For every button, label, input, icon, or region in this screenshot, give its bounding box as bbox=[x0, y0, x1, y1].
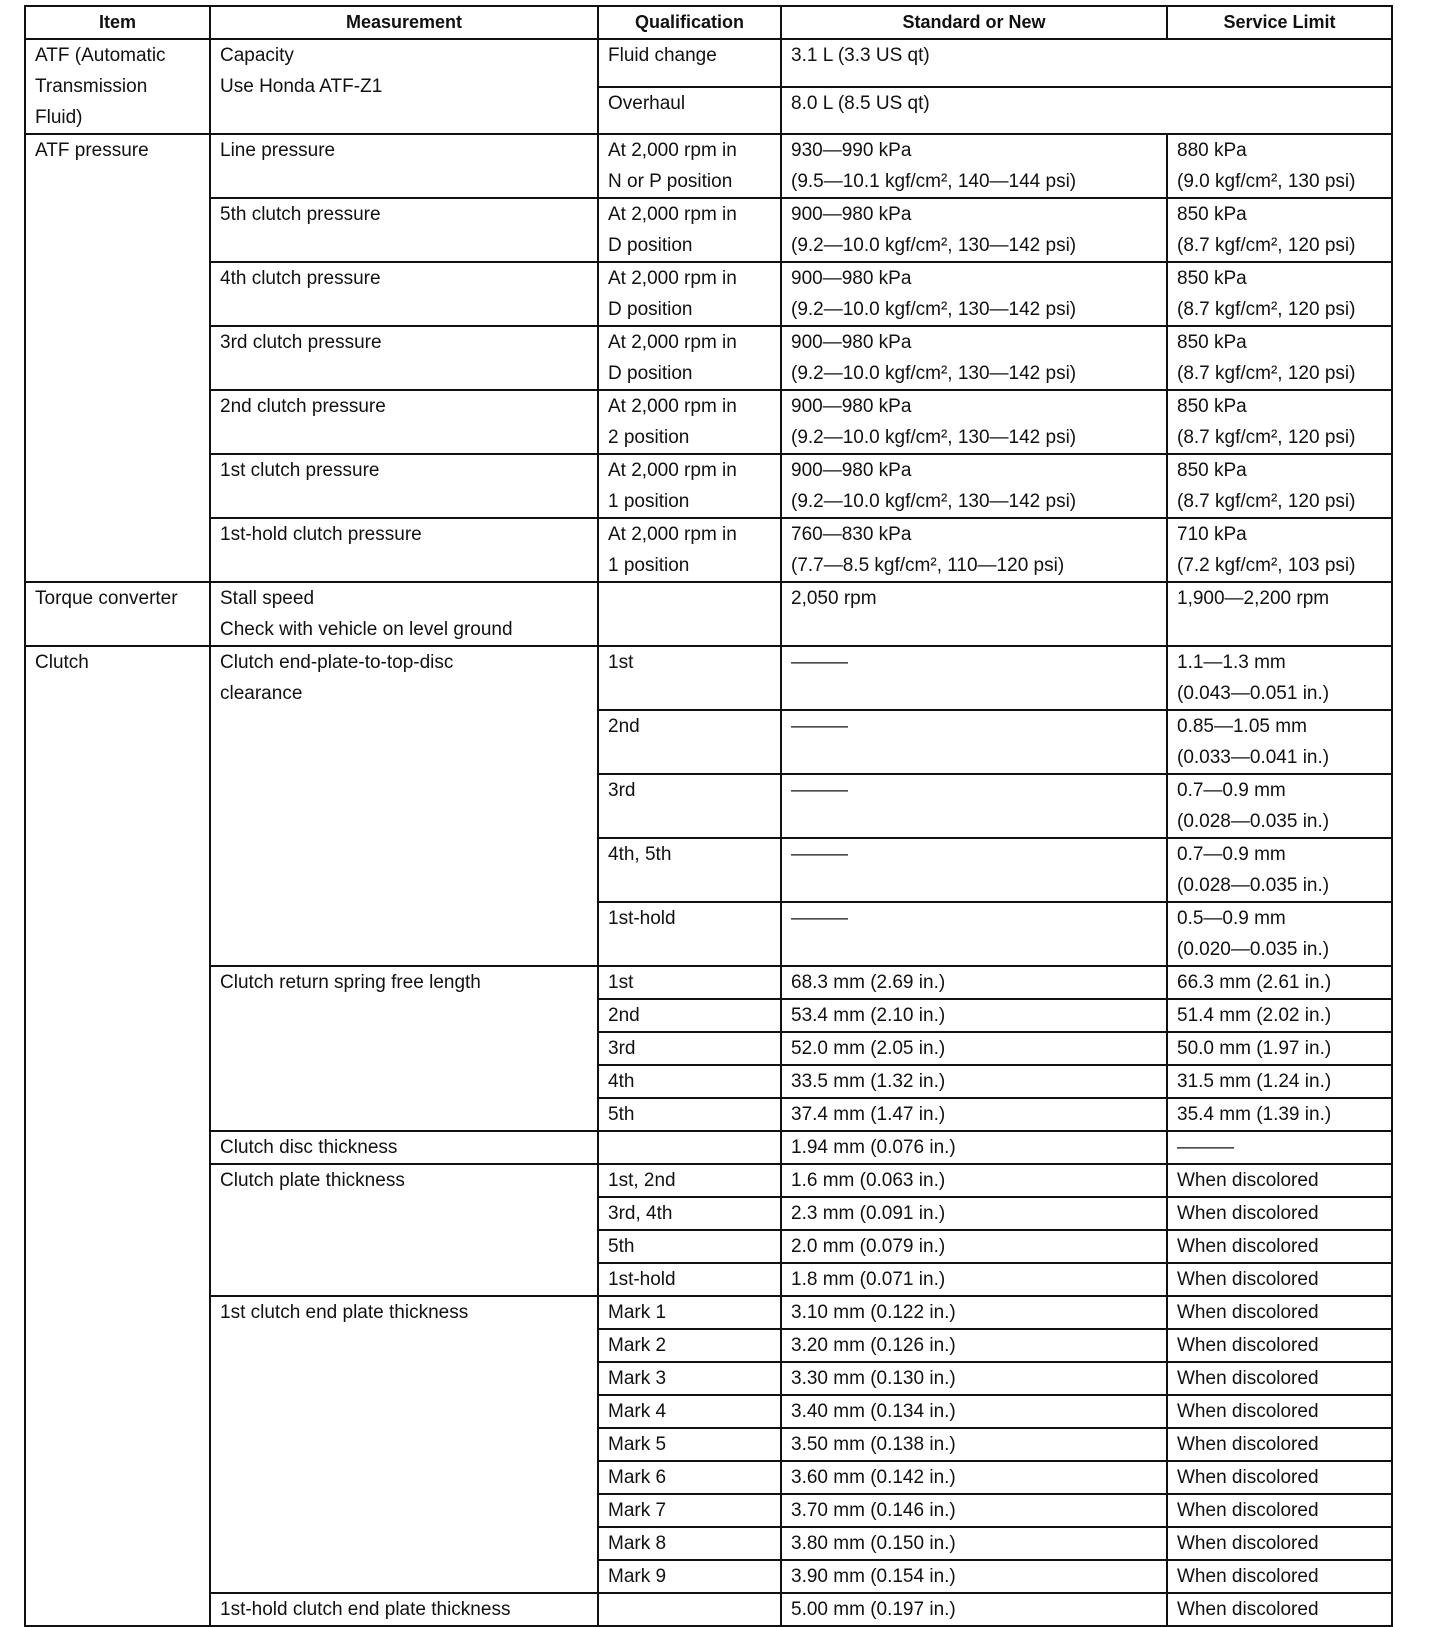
table-cell: Mark 6 bbox=[598, 1461, 781, 1494]
table-row bbox=[25, 326, 1392, 390]
table-cell: 2,050 rpm bbox=[781, 582, 1167, 646]
table-cell: 1st-hold clutch pressure bbox=[210, 518, 598, 582]
table-cell: When discolored bbox=[1167, 1593, 1392, 1626]
table-cell: Mark 7 bbox=[598, 1494, 781, 1527]
table-cell: Mark 4 bbox=[598, 1395, 781, 1428]
table-cell: 33.5 mm (1.32 in.) bbox=[781, 1065, 1167, 1098]
table-cell: 52.0 mm (2.05 in.) bbox=[781, 1032, 1167, 1065]
table-cell: At 2,000 rpm in D position bbox=[598, 262, 781, 326]
table-cell bbox=[598, 1131, 781, 1164]
table-row bbox=[25, 454, 1392, 518]
table-row bbox=[25, 1593, 1392, 1626]
table-cell: Clutch bbox=[25, 646, 210, 1626]
table-cell: ——— bbox=[781, 710, 1167, 774]
table-cell: Stall speed Check with vehicle on level ground bbox=[210, 582, 598, 646]
table-row bbox=[25, 198, 1392, 262]
table-cell: 3rd clutch pressure bbox=[210, 326, 598, 390]
table-cell: When discolored bbox=[1167, 1197, 1392, 1230]
table-cell: 4th bbox=[598, 1065, 781, 1098]
table-cell: 850 kPa (8.7 kgf/cm², 120 psi) bbox=[1167, 198, 1392, 262]
table-cell: 850 kPa (8.7 kgf/cm², 120 psi) bbox=[1167, 390, 1392, 454]
table-cell: 1.8 mm (0.071 in.) bbox=[781, 1263, 1167, 1296]
table-cell: 1st clutch pressure bbox=[210, 454, 598, 518]
table-cell: 3.80 mm (0.150 in.) bbox=[781, 1527, 1167, 1560]
table-cell: 68.3 mm (2.69 in.) bbox=[781, 966, 1167, 999]
table-cell: ——— bbox=[781, 646, 1167, 710]
table-cell: ATF (Automatic Transmission Fluid) bbox=[25, 39, 210, 134]
table-cell: Torque converter bbox=[25, 582, 210, 646]
table-cell: ATF pressure bbox=[25, 134, 210, 582]
table-cell: When discolored bbox=[1167, 1230, 1392, 1263]
table-cell: 5th clutch pressure bbox=[210, 198, 598, 262]
table-cell: 3.20 mm (0.126 in.) bbox=[781, 1329, 1167, 1362]
header-standard-or-new: Standard or New bbox=[781, 6, 1167, 39]
table-cell: Mark 1 bbox=[598, 1296, 781, 1329]
table-cell: At 2,000 rpm in 2 position bbox=[598, 390, 781, 454]
table-cell: 3.1 L (3.3 US qt) bbox=[781, 39, 1392, 87]
table-cell: 3.90 mm (0.154 in.) bbox=[781, 1560, 1167, 1593]
table-cell: ——— bbox=[781, 838, 1167, 902]
table-cell: When discolored bbox=[1167, 1296, 1392, 1329]
table-cell: 35.4 mm (1.39 in.) bbox=[1167, 1098, 1392, 1131]
table-cell: 1st-hold clutch end plate thickness bbox=[210, 1593, 598, 1626]
specifications-table bbox=[24, 5, 1393, 1627]
table-cell: 3.70 mm (0.146 in.) bbox=[781, 1494, 1167, 1527]
table-cell: 1st bbox=[598, 966, 781, 999]
table-cell: 1st bbox=[598, 646, 781, 710]
table-row bbox=[25, 518, 1392, 582]
table-cell: 880 kPa (9.0 kgf/cm², 130 psi) bbox=[1167, 134, 1392, 198]
header-service-limit: Service Limit bbox=[1167, 6, 1392, 39]
table-cell: 900—980 kPa (9.2—10.0 kgf/cm², 130—142 psi) bbox=[781, 198, 1167, 262]
table-cell: 66.3 mm (2.61 in.) bbox=[1167, 966, 1392, 999]
table-cell: 1st, 2nd bbox=[598, 1164, 781, 1197]
table-cell: 1st-hold bbox=[598, 902, 781, 966]
table-cell: ——— bbox=[781, 902, 1167, 966]
table-body bbox=[25, 39, 1392, 1626]
table-cell: At 2,000 rpm in D position bbox=[598, 326, 781, 390]
table-row bbox=[25, 582, 1392, 646]
table-row bbox=[25, 1131, 1392, 1164]
table-cell: 850 kPa (8.7 kgf/cm², 120 psi) bbox=[1167, 454, 1392, 518]
table-cell: 51.4 mm (2.02 in.) bbox=[1167, 999, 1392, 1032]
table-cell: When discolored bbox=[1167, 1527, 1392, 1560]
table-cell: 710 kPa (7.2 kgf/cm², 103 psi) bbox=[1167, 518, 1392, 582]
table-row bbox=[25, 1296, 1392, 1329]
table-cell: Clutch end-plate-to-top-disc clearance bbox=[210, 646, 598, 966]
table-cell: At 2,000 rpm in D position bbox=[598, 198, 781, 262]
table-cell: Mark 3 bbox=[598, 1362, 781, 1395]
table-cell: Mark 8 bbox=[598, 1527, 781, 1560]
table-cell: Fluid change bbox=[598, 39, 781, 87]
table-cell: 3.60 mm (0.142 in.) bbox=[781, 1461, 1167, 1494]
table-cell: 5.00 mm (0.197 in.) bbox=[781, 1593, 1167, 1626]
table-row bbox=[25, 134, 1392, 198]
table-cell: 2nd clutch pressure bbox=[210, 390, 598, 454]
table-cell: 0.5—0.9 mm (0.020—0.035 in.) bbox=[1167, 902, 1392, 966]
table-cell: 3.50 mm (0.138 in.) bbox=[781, 1428, 1167, 1461]
table-cell: 1.94 mm (0.076 in.) bbox=[781, 1131, 1167, 1164]
table-cell: ——— bbox=[781, 774, 1167, 838]
table-cell: At 2,000 rpm in 1 position bbox=[598, 454, 781, 518]
table-cell: 850 kPa (8.7 kgf/cm², 120 psi) bbox=[1167, 326, 1392, 390]
table-cell: 1st clutch end plate thickness bbox=[210, 1296, 598, 1593]
table-cell: Clutch plate thickness bbox=[210, 1164, 598, 1296]
table-cell: At 2,000 rpm in 1 position bbox=[598, 518, 781, 582]
header-qualification: Qualification bbox=[598, 6, 781, 39]
table-cell: When discolored bbox=[1167, 1395, 1392, 1428]
table-cell: Clutch disc thickness bbox=[210, 1131, 598, 1164]
table-cell: 1st-hold bbox=[598, 1263, 781, 1296]
table-cell: 31.5 mm (1.24 in.) bbox=[1167, 1065, 1392, 1098]
table-row bbox=[25, 390, 1392, 454]
table-cell: Line pressure bbox=[210, 134, 598, 198]
header-measurement: Measurement bbox=[210, 6, 598, 39]
table-cell: When discolored bbox=[1167, 1494, 1392, 1527]
table-cell: 2nd bbox=[598, 710, 781, 774]
table-cell: When discolored bbox=[1167, 1329, 1392, 1362]
table-cell: Clutch return spring free length bbox=[210, 966, 598, 1131]
table-cell bbox=[598, 1593, 781, 1626]
table-cell: 3.10 mm (0.122 in.) bbox=[781, 1296, 1167, 1329]
table-cell: When discolored bbox=[1167, 1362, 1392, 1395]
table-cell: When discolored bbox=[1167, 1164, 1392, 1197]
table-cell: 3rd bbox=[598, 774, 781, 838]
header-row bbox=[25, 6, 1392, 39]
table-cell: 3rd bbox=[598, 1032, 781, 1065]
table-cell: 8.0 L (8.5 US qt) bbox=[781, 87, 1392, 135]
table-cell: Overhaul bbox=[598, 87, 781, 135]
table-cell: 900—980 kPa (9.2—10.0 kgf/cm², 130—142 psi) bbox=[781, 390, 1167, 454]
table-cell: 900—980 kPa (9.2—10.0 kgf/cm², 130—142 psi) bbox=[781, 326, 1167, 390]
table-cell: 760—830 kPa (7.7—8.5 kgf/cm², 110—120 psi) bbox=[781, 518, 1167, 582]
table-cell: 3.40 mm (0.134 in.) bbox=[781, 1395, 1167, 1428]
table-cell: Capacity Use Honda ATF-Z1 bbox=[210, 39, 598, 134]
table-cell: Mark 5 bbox=[598, 1428, 781, 1461]
table-row bbox=[25, 966, 1392, 999]
table-cell: 2.0 mm (0.079 in.) bbox=[781, 1230, 1167, 1263]
table-cell: ——— bbox=[1167, 1131, 1392, 1164]
table-cell: 900—980 kPa (9.2—10.0 kgf/cm², 130—142 psi) bbox=[781, 454, 1167, 518]
table-cell: When discolored bbox=[1167, 1461, 1392, 1494]
table-cell: 2nd bbox=[598, 999, 781, 1032]
table-cell: 50.0 mm (1.97 in.) bbox=[1167, 1032, 1392, 1065]
table-cell: 5th bbox=[598, 1230, 781, 1263]
table-cell bbox=[598, 582, 781, 646]
table-cell: When discolored bbox=[1167, 1263, 1392, 1296]
table-cell: 0.7—0.9 mm (0.028—0.035 in.) bbox=[1167, 774, 1392, 838]
table-cell: When discolored bbox=[1167, 1428, 1392, 1461]
table-cell: 1.1—1.3 mm (0.043—0.051 in.) bbox=[1167, 646, 1392, 710]
table-cell: 1,900—2,200 rpm bbox=[1167, 582, 1392, 646]
table-row bbox=[25, 646, 1392, 710]
table-cell: 0.7—0.9 mm (0.028—0.035 in.) bbox=[1167, 838, 1392, 902]
table-cell: 5th bbox=[598, 1098, 781, 1131]
table-cell: 53.4 mm (2.10 in.) bbox=[781, 999, 1167, 1032]
table-cell: 930—990 kPa (9.5—10.1 kgf/cm², 140—144 psi) bbox=[781, 134, 1167, 198]
table-cell: Mark 2 bbox=[598, 1329, 781, 1362]
table-cell: 3.30 mm (0.130 in.) bbox=[781, 1362, 1167, 1395]
table-cell: 4th clutch pressure bbox=[210, 262, 598, 326]
table-cell: At 2,000 rpm in N or P position bbox=[598, 134, 781, 198]
table-cell: 1.6 mm (0.063 in.) bbox=[781, 1164, 1167, 1197]
table-cell: 900—980 kPa (9.2—10.0 kgf/cm², 130—142 psi) bbox=[781, 262, 1167, 326]
table-cell: 37.4 mm (1.47 in.) bbox=[781, 1098, 1167, 1131]
header-item: Item bbox=[25, 6, 210, 39]
table-cell: Mark 9 bbox=[598, 1560, 781, 1593]
table-cell: 4th, 5th bbox=[598, 838, 781, 902]
table-cell: 3rd, 4th bbox=[598, 1197, 781, 1230]
table-cell: 2.3 mm (0.091 in.) bbox=[781, 1197, 1167, 1230]
table-cell: When discolored bbox=[1167, 1560, 1392, 1593]
table-cell: 850 kPa (8.7 kgf/cm², 120 psi) bbox=[1167, 262, 1392, 326]
table-row bbox=[25, 262, 1392, 326]
table-row bbox=[25, 1164, 1392, 1197]
table-row bbox=[25, 39, 1392, 87]
table-cell: 0.85—1.05 mm (0.033—0.041 in.) bbox=[1167, 710, 1392, 774]
